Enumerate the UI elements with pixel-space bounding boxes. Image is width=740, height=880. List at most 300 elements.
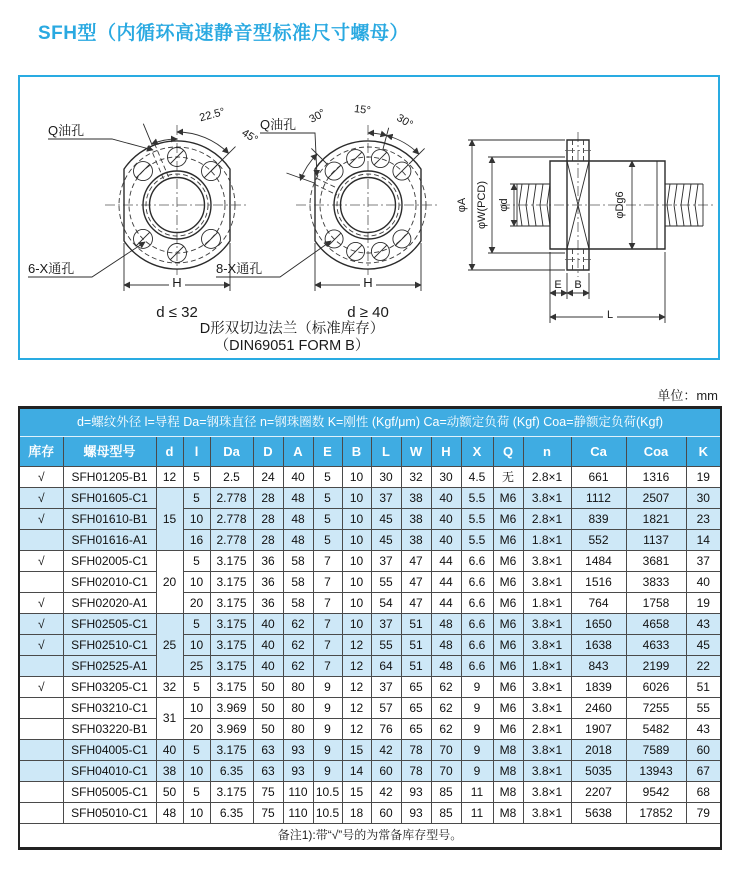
cell-L: 55 [371, 635, 401, 656]
cell-L: 57 [371, 698, 401, 719]
legend-text: d=螺纹外径 l=导程 Da=钢珠直径 n=钢珠圈数 K=刚性 (Kgf/μm) Ca=动额定负荷 (Kgf) Coa=静额定负荷(Kgf) [19, 408, 721, 437]
cell-W: 51 [401, 635, 431, 656]
cell-L: 76 [371, 719, 401, 740]
cell-model: SFH02505-C1 [63, 614, 156, 635]
cell-Da: 2.5 [210, 467, 253, 488]
cell-d: 40 [156, 740, 183, 761]
cell-K: 68 [686, 782, 721, 803]
dim-L-label: L [606, 309, 614, 321]
column-header-Ca: Ca [571, 437, 626, 467]
cell-Ca: 843 [571, 656, 626, 677]
cell-E: 7 [313, 572, 342, 593]
table-row [19, 782, 721, 803]
cell-n: 2.8×1 [523, 719, 571, 740]
cell-Da: 3.175 [210, 656, 253, 677]
cell-stock [19, 698, 63, 719]
spec-table-wrap [18, 406, 720, 850]
cell-stock: √ [19, 593, 63, 614]
cell-Da: 3.969 [210, 719, 253, 740]
cell-n: 2.8×1 [523, 467, 571, 488]
cell-H: 70 [431, 761, 461, 782]
cell-A: 80 [283, 677, 313, 698]
table-row [19, 635, 721, 656]
cell-A: 110 [283, 803, 313, 824]
column-header-l: l [183, 437, 210, 467]
cell-Q: M6 [493, 530, 523, 551]
cell-X: 5.5 [461, 488, 493, 509]
column-header-Da: Da [210, 437, 253, 467]
cell-Q: M8 [493, 782, 523, 803]
cell-X: 11 [461, 782, 493, 803]
cell-X: 6.6 [461, 656, 493, 677]
cell-model: SFH03205-C1 [63, 677, 156, 698]
table-row [19, 467, 721, 488]
cell-L: 37 [371, 614, 401, 635]
cell-Coa: 9542 [626, 782, 686, 803]
cell-model: SFH01610-B1 [63, 509, 156, 530]
cell-K: 19 [686, 593, 721, 614]
cell-E: 5 [313, 530, 342, 551]
cell-Ca: 764 [571, 593, 626, 614]
cell-d: 48 [156, 803, 183, 824]
cell-Coa: 3681 [626, 551, 686, 572]
cell-A: 48 [283, 488, 313, 509]
table-row [19, 488, 721, 509]
cell-stock: √ [19, 677, 63, 698]
cell-n: 3.8×1 [523, 803, 571, 824]
column-header-D: D [253, 437, 283, 467]
cell-d: 50 [156, 782, 183, 803]
cell-D: 75 [253, 803, 283, 824]
cell-n: 2.8×1 [523, 509, 571, 530]
cell-stock [19, 530, 63, 551]
cell-L: 37 [371, 551, 401, 572]
cell-n: 3.8×1 [523, 677, 571, 698]
cell-stock [19, 740, 63, 761]
cell-X: 9 [461, 698, 493, 719]
cell-Da: 2.778 [210, 488, 253, 509]
cell-K: 19 [686, 467, 721, 488]
cell-X: 5.5 [461, 509, 493, 530]
cell-B: 12 [342, 635, 371, 656]
cell-D: 63 [253, 740, 283, 761]
cell-L: 45 [371, 530, 401, 551]
cell-A: 62 [283, 656, 313, 677]
cell-Da: 3.175 [210, 782, 253, 803]
cell-W: 47 [401, 593, 431, 614]
cell-n: 1.8×1 [523, 530, 571, 551]
cell-W: 51 [401, 614, 431, 635]
cell-W: 65 [401, 677, 431, 698]
right-angle-mid-label: 15° [353, 103, 372, 117]
cell-stock: √ [19, 635, 63, 656]
cell-W: 78 [401, 761, 431, 782]
cell-W: 93 [401, 803, 431, 824]
cell-E: 7 [313, 614, 342, 635]
cell-Ca: 1638 [571, 635, 626, 656]
cell-model: SFH01205-B1 [63, 467, 156, 488]
cell-model: SFH01605-C1 [63, 488, 156, 509]
column-header-H: H [431, 437, 461, 467]
cell-D: 40 [253, 635, 283, 656]
cell-l: 5 [183, 782, 210, 803]
cell-E: 5 [313, 467, 342, 488]
cell-A: 48 [283, 509, 313, 530]
cell-D: 75 [253, 782, 283, 803]
cell-L: 42 [371, 740, 401, 761]
cell-W: 32 [401, 467, 431, 488]
cell-Ca: 839 [571, 509, 626, 530]
table-row [19, 719, 721, 740]
cell-H: 85 [431, 803, 461, 824]
dim-B-label: B [574, 279, 582, 291]
cell-stock: √ [19, 509, 63, 530]
table-body [19, 467, 721, 824]
column-header-库存: 库存 [19, 437, 63, 467]
cell-Da: 3.175 [210, 551, 253, 572]
cell-D: 40 [253, 614, 283, 635]
column-header-d: d [156, 437, 183, 467]
cell-H: 40 [431, 509, 461, 530]
cell-K: 37 [686, 551, 721, 572]
column-header-Q: Q [493, 437, 523, 467]
cell-B: 15 [342, 782, 371, 803]
right-width-dim-label: H [363, 275, 373, 290]
cell-D: 36 [253, 572, 283, 593]
cell-D: 36 [253, 551, 283, 572]
cell-B: 12 [342, 719, 371, 740]
cell-l: 5 [183, 488, 210, 509]
cell-stock: √ [19, 614, 63, 635]
cell-Da: 3.175 [210, 740, 253, 761]
cell-D: 50 [253, 719, 283, 740]
cell-K: 22 [686, 656, 721, 677]
cell-L: 30 [371, 467, 401, 488]
cell-l: 20 [183, 719, 210, 740]
cell-H: 62 [431, 677, 461, 698]
side-section-view [456, 132, 715, 323]
cell-Q: M6 [493, 488, 523, 509]
cell-D: 50 [253, 677, 283, 698]
cell-model: SFH03220-B1 [63, 719, 156, 740]
cell-l: 10 [183, 509, 210, 530]
cell-Da: 3.175 [210, 572, 253, 593]
cell-Ca: 2018 [571, 740, 626, 761]
dim-phiW-label: φW(PCD) [476, 180, 488, 230]
cell-E: 7 [313, 593, 342, 614]
cell-W: 38 [401, 509, 431, 530]
cell-A: 40 [283, 467, 313, 488]
cell-Q: M6 [493, 614, 523, 635]
flange-drawing-svg [20, 77, 718, 358]
cell-n: 3.8×1 [523, 572, 571, 593]
cell-D: 28 [253, 488, 283, 509]
cell-model: SFH02525-A1 [63, 656, 156, 677]
cell-stock [19, 803, 63, 824]
cell-Ca: 661 [571, 467, 626, 488]
cell-E: 9 [313, 719, 342, 740]
cell-A: 62 [283, 614, 313, 635]
cell-K: 40 [686, 572, 721, 593]
cell-E: 5 [313, 509, 342, 530]
cell-Coa: 13943 [626, 761, 686, 782]
cell-l: 5 [183, 740, 210, 761]
cell-H: 30 [431, 467, 461, 488]
cell-W: 93 [401, 782, 431, 803]
dim-phiDg6-label: φDg6 [614, 191, 626, 219]
cell-B: 10 [342, 467, 371, 488]
cell-H: 70 [431, 740, 461, 761]
cell-Coa: 17852 [626, 803, 686, 824]
cell-L: 64 [371, 656, 401, 677]
table-row [19, 530, 721, 551]
cell-l: 10 [183, 572, 210, 593]
cell-X: 9 [461, 677, 493, 698]
cell-stock [19, 719, 63, 740]
cell-model: SFH02010-C1 [63, 572, 156, 593]
cell-Coa: 4658 [626, 614, 686, 635]
cell-Da: 2.778 [210, 530, 253, 551]
cell-E: 9 [313, 698, 342, 719]
cell-B: 10 [342, 530, 371, 551]
cell-H: 40 [431, 488, 461, 509]
cell-E: 10.5 [313, 803, 342, 824]
cell-E: 7 [313, 551, 342, 572]
cell-K: 51 [686, 677, 721, 698]
cell-A: 80 [283, 698, 313, 719]
table-row [19, 761, 721, 782]
cell-Coa: 5482 [626, 719, 686, 740]
cell-X: 6.6 [461, 593, 493, 614]
column-header-螺母型号: 螺母型号 [63, 437, 156, 467]
column-header-K: K [686, 437, 721, 467]
cell-Da: 6.35 [210, 803, 253, 824]
cell-model: SFH01616-A1 [63, 530, 156, 551]
cell-H: 62 [431, 698, 461, 719]
cell-E: 5 [313, 488, 342, 509]
cell-Coa: 1821 [626, 509, 686, 530]
cell-Q: M6 [493, 572, 523, 593]
cell-W: 38 [401, 530, 431, 551]
cell-Coa: 4633 [626, 635, 686, 656]
left-angle-45-label: 45° [239, 126, 260, 147]
cell-Da: 3.175 [210, 614, 253, 635]
cell-stock [19, 782, 63, 803]
cell-L: 37 [371, 677, 401, 698]
cell-model: SFH04010-C1 [63, 761, 156, 782]
cell-H: 44 [431, 551, 461, 572]
cell-n: 3.8×1 [523, 635, 571, 656]
cell-model: SFH02020-A1 [63, 593, 156, 614]
cell-l: 5 [183, 677, 210, 698]
cell-Q: 无 [493, 467, 523, 488]
cell-n: 1.8×1 [523, 656, 571, 677]
cell-l: 10 [183, 761, 210, 782]
right-through-holes-label: 8-X通孔 [216, 261, 263, 276]
cell-K: 43 [686, 719, 721, 740]
cell-Ca: 552 [571, 530, 626, 551]
cell-X: 6.6 [461, 551, 493, 572]
cell-n: 3.8×1 [523, 551, 571, 572]
cell-H: 62 [431, 719, 461, 740]
cell-d: 15 [156, 488, 183, 551]
cell-W: 78 [401, 740, 431, 761]
cell-A: 93 [283, 740, 313, 761]
column-header-A: A [283, 437, 313, 467]
cell-stock [19, 572, 63, 593]
caption-line1: D形双切边法兰（标准库存） [199, 321, 385, 337]
cell-L: 54 [371, 593, 401, 614]
cell-l: 5 [183, 614, 210, 635]
cell-X: 9 [461, 740, 493, 761]
cell-d: 38 [156, 761, 183, 782]
cell-Ca: 1650 [571, 614, 626, 635]
cell-Ca: 1484 [571, 551, 626, 572]
cell-l: 10 [183, 698, 210, 719]
cell-model: SFH05010-C1 [63, 803, 156, 824]
cell-W: 47 [401, 572, 431, 593]
cell-Q: M6 [493, 509, 523, 530]
cell-A: 110 [283, 782, 313, 803]
table-row [19, 677, 721, 698]
cell-n: 3.8×1 [523, 782, 571, 803]
cell-L: 45 [371, 509, 401, 530]
cell-A: 58 [283, 551, 313, 572]
cell-d: 32 [156, 677, 183, 698]
cell-Q: M6 [493, 719, 523, 740]
cell-L: 37 [371, 488, 401, 509]
cell-K: 14 [686, 530, 721, 551]
cell-Ca: 1112 [571, 488, 626, 509]
cell-Q: M8 [493, 803, 523, 824]
cell-E: 7 [313, 635, 342, 656]
cell-X: 9 [461, 761, 493, 782]
cell-H: 48 [431, 635, 461, 656]
cell-l: 5 [183, 467, 210, 488]
cell-Coa: 3833 [626, 572, 686, 593]
column-header-E: E [313, 437, 342, 467]
cell-n: 3.8×1 [523, 740, 571, 761]
cell-l: 16 [183, 530, 210, 551]
footnote-row [19, 824, 721, 849]
table-row [19, 740, 721, 761]
dim-phiA-label: φA [456, 197, 468, 213]
cell-A: 58 [283, 572, 313, 593]
cell-K: 55 [686, 698, 721, 719]
right-angle-right-label: 30° [394, 111, 415, 131]
cell-H: 48 [431, 614, 461, 635]
cell-model: SFH02005-C1 [63, 551, 156, 572]
cell-K: 30 [686, 488, 721, 509]
cell-Coa: 6026 [626, 677, 686, 698]
cell-L: 60 [371, 761, 401, 782]
cell-stock [19, 656, 63, 677]
cell-H: 44 [431, 593, 461, 614]
cell-K: 43 [686, 614, 721, 635]
cell-D: 24 [253, 467, 283, 488]
table-row [19, 614, 721, 635]
cell-model: SFH05005-C1 [63, 782, 156, 803]
cell-Q: M6 [493, 698, 523, 719]
cell-H: 85 [431, 782, 461, 803]
cell-E: 9 [313, 761, 342, 782]
cell-K: 23 [686, 509, 721, 530]
cell-stock: √ [19, 467, 63, 488]
cell-E: 7 [313, 656, 342, 677]
table-row [19, 698, 721, 719]
cell-Q: M8 [493, 740, 523, 761]
cell-Da: 3.969 [210, 698, 253, 719]
cell-D: 36 [253, 593, 283, 614]
cell-H: 40 [431, 530, 461, 551]
cell-X: 6.6 [461, 635, 493, 656]
cell-D: 63 [253, 761, 283, 782]
cell-Ca: 1839 [571, 677, 626, 698]
right-oil-hole-label: Q油孔 [260, 117, 297, 132]
column-header-W: W [401, 437, 431, 467]
cell-Q: M6 [493, 635, 523, 656]
cell-Da: 3.175 [210, 593, 253, 614]
legend-row [19, 408, 721, 437]
cell-Da: 2.778 [210, 509, 253, 530]
cell-A: 58 [283, 593, 313, 614]
right-size-range-label: d ≥ 40 [347, 304, 389, 321]
table-row [19, 593, 721, 614]
cell-X: 9 [461, 719, 493, 740]
cell-X: 11 [461, 803, 493, 824]
cell-D: 50 [253, 698, 283, 719]
cell-K: 79 [686, 803, 721, 824]
cell-d: 12 [156, 467, 183, 488]
cell-W: 38 [401, 488, 431, 509]
cell-Coa: 7255 [626, 698, 686, 719]
cell-Ca: 5035 [571, 761, 626, 782]
column-header-B: B [342, 437, 371, 467]
cell-B: 14 [342, 761, 371, 782]
cell-Coa: 1137 [626, 530, 686, 551]
left-size-range-label: d ≤ 32 [156, 304, 198, 321]
front-view-6-hole-flange [28, 105, 263, 321]
cell-l: 20 [183, 593, 210, 614]
cell-Ca: 5638 [571, 803, 626, 824]
cell-W: 47 [401, 551, 431, 572]
spec-table [18, 406, 722, 850]
cell-stock: √ [19, 488, 63, 509]
cell-B: 10 [342, 614, 371, 635]
cell-Coa: 1758 [626, 593, 686, 614]
column-header-Coa: Coa [626, 437, 686, 467]
cell-n: 3.8×1 [523, 761, 571, 782]
column-header-L: L [371, 437, 401, 467]
cell-B: 10 [342, 551, 371, 572]
left-angle-225-label: 22.5° [198, 105, 227, 125]
cell-Coa: 1316 [626, 467, 686, 488]
cell-W: 51 [401, 656, 431, 677]
cell-X: 6.6 [461, 572, 493, 593]
cell-n: 1.8×1 [523, 593, 571, 614]
column-header-X: X [461, 437, 493, 467]
cell-Q: M6 [493, 656, 523, 677]
table-row [19, 572, 721, 593]
cell-Q: M6 [493, 677, 523, 698]
cell-Ca: 1516 [571, 572, 626, 593]
cell-d: 25 [156, 614, 183, 677]
cell-H: 48 [431, 656, 461, 677]
cell-l: 25 [183, 656, 210, 677]
cell-l: 10 [183, 803, 210, 824]
cell-X: 4.5 [461, 467, 493, 488]
drawing-caption [200, 320, 384, 354]
